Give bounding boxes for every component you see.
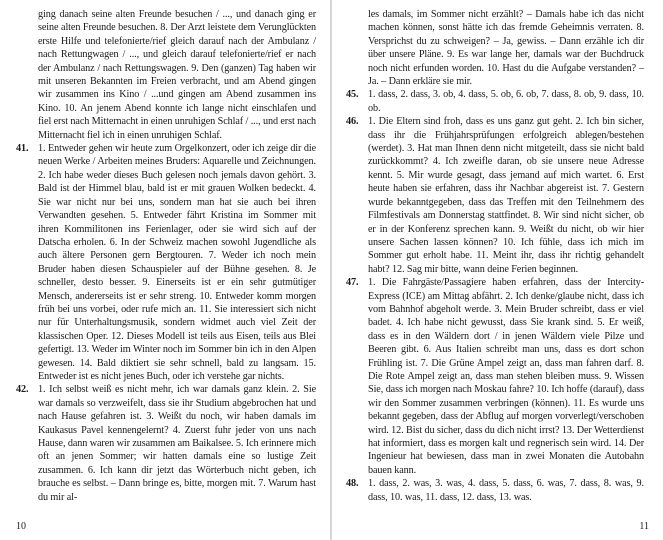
exercise-number: 47. [346,277,359,289]
page-number-right: 11 [639,521,649,532]
left-text-column [16,8,316,504]
exercise-41 [16,142,316,383]
exercise-number: 48. [346,478,359,490]
page-number-left: 10 [16,521,26,532]
exercise-number: 42. [16,384,29,396]
exercise-text: 1. Die Fahrgäste/Passagiere haben erfahren, dass der Intercity-Express (ICE) am Mittag abfährt. 2. Ich denke/glaube nicht, dass ich vom Bahnhof abgeholt werde. 3. Mein Bruder schreibt, dass er viel badet. 4. Ich habe nicht gewusst, dass Sie krank sind. 5. Er weiß, dass es in den Wäldern dort / in jenen Wäldern viele Pilze und Beeren gibt. 6. Aus Italien schreibt man uns, dass es dort schon Frühling ist. 7. Die Grüne Ampel zeigt an, dass man fahren darf. 8. Die Rote Ampel zeigt an, dass man stehen bleiben muss. 9. Wissen Sie, dass ich morgen nach Moskau fahre? 10. Ich hoffe (darauf), dass wir den Sommer zusammen verbringen (können). 11. Es wurde uns bekannt gegeben, dass der Abflug auf morgen vorverlegt/verschoben wird. 12. Bist du sicher, dass du dich nicht irrst? 13. Der Wetterdienst hat informiert, dass es morgen kalt und regnerisch sein wird. 14. Der Ingenieur hat bewiesen, dass man in zwei Monaten die Autobahn bauen kann. [368,277,645,476]
exercise-number: 46. [346,116,359,128]
exercise-text: 1. Ich selbst weiß es nicht mehr, ich war damals ganz klein. 2. Sie war damals so verzweifelt, dass sie ihr Studium abgebrochen hat und nach Hause gefahren ist. 3. Weißt du noch, wir haben damals im Kaukasus Pavel kennengelernt? 4. Zuerst fuhr jeder von uns nach Hause, dann waren wir zusammen am Baikalsee. 5. Ich erinnere mich oft an jenen Sommer; wir hatten damals eine so lustige Zeit zusammen. 6. Ich kann dir jetzt das Wörterbuch nicht geben, ich brauche es selbst. – Dann bringe es, bitte, morgen mit. 7. Warum hast du mir al- [38,384,316,503]
exercise-47 [346,276,644,477]
exercise-48 [346,477,644,504]
exercise-42 [16,383,316,504]
exercise-46 [346,115,644,276]
exercise-number: 45. [346,89,359,101]
right-continuation-text: les damals, im Sommer nicht erzählt? – Damals habe ich das nicht machen können, sonst hätte ich das fremde Geheimnis verraten. 8. Versprichst du zu schweigen? – Ja, gewiss. – Dann erzähle ich dir über unsere Pläne. 9. Es war lange her, damals war der Buchdruck noch nicht erfunden worden. 10. Hast du die Aufgabe verstanden? – Ja. – Dann erkläre sie mir. [368,9,644,88]
exercise-text: 1. dass, 2. dass, 3. ob, 4. dass, 5. ob, 6. ob, 7. dass, 8. ob, 9. dass, 10. ob. [368,89,644,114]
exercise-number: 41. [16,143,29,155]
right-text-column [346,8,644,504]
right-page [332,0,663,540]
exercise-45 [346,88,644,115]
exercise-text: 1. dass, 2. was, 3. was, 4. dass, 5. dass, 6. was, 7. dass, 8. was, 9. dass, 10. was, 11. dass, 12. dass, 13. was. [368,478,644,503]
exercise-text: 1. Entweder gehen wir heute zum Orgelkonzert, oder ich zeige dir die neuen Werke / Arbeiten meines Bruders: Aquarelle und Zeichnungen. 2. Ich habe weder dieses Buch gelesen noch jemals davon gehört. 3. Bald ist der Himmel blau, bald ist er mit grauen Wolken bedeckt. 4. Sie war nicht nur bei uns, sondern man hat sie auch bei ihren Verwandten gesehen. 5. Entweder fährt Kristina im Sommer mit ihren Kommilitonen ins Ferienlager, oder sie wird sich auf der Datscha erholen. 6. In der Schweiz machen sowohl Jugendliche als auch ältere Personen gern Bergtouren. 7. Weder ich noch mein Bruder haben diesen Schauspieler auf der Bühne gesehen. 8. Je schneller, desto besser. 9. Einerseits ist er ein sehr gutmütiger Mensch, andererseits ist er sehr streng. 10. Entweder komm morgen früh bei uns vorbei, oder rufe mich an. 11. Sie interessiert sich nicht nur für Unterhaltungsmusik, sondern widmet auch viel Zeit der klassischen Oper. 12. Dieses Modell ist teils aus Eisen, teils aus Blei gefertigt. 13. Weder im Winter noch im Sommer bin ich in den Alpen gewesen. 14. Bald diktiert sie sehr schnell, bald zu langsam. 15. Entweder ist es nicht jenes Buch, oder ich verstehe gar nichts. [38,143,316,382]
exercise-text: 1. Die Eltern sind froh, dass es uns ganz gut geht. 2. Ich bin sicher, dass ihr die Frühjahrsprüfungen erfolgreich ablegen/bestehen (werdet). 3. Hat man Ihnen denn nicht mitgeteilt, dass sie nicht bald zurückkommt? 4. Ich zweifle daran, ob sie unsere neue Adresse kennt. 5. Mir wurde gesagt, dass jemand auf mich wartet. 6. Erst heute haben sie erfahren, dass ihr Nachbar abgereist ist. 7. Gestern wurde bekanntgegeben, dass das Treffen mit den Teilnehmern des Filmfestivals am Donnerstag stattfindet. 8. Wir sind nicht sicher, ob er in der Konferenz sprechen kann. 9. Weißt du nicht, ob wir hier unsere Sachen lassen können? 10. Ich fühle, dass ich mich im Sommer gut erholt habe. 11. Meint ihr, dass ihr richtig gehandelt habt? 12. Sag mir bitte, wann deine Ferien beginnen. [368,116,644,275]
left-continuation-text: ging danach seine alten Freunde besuchen / ..., und danach ging er seine alten Freunde besuchen. 8. Der Arzt leistete dem Verunglückten erste Hilfe und telefonierte/rief gleich darauf nach der Ambulanz / nach Rettungwagen / ..., und gleich darauf telefonierte/rief er nach der Ambulanz / nach Rettungswagen. 9. Den (ganzen) Tag haben wir mit unseren Bekannten im Freien verbracht, und am Abend gingen wir zusammen ins Kino / ...und gingen am Abend zusammen ins Kino. 10. An jenem Abend konnte ich lange nicht einschlafen und fiel erst nach Mitternacht in einen unruhigen Schlaf / ..., und erst nach Mitternacht fiel ich in einen unruhigen Schlaf. [38,9,316,141]
left-page [0,0,331,540]
